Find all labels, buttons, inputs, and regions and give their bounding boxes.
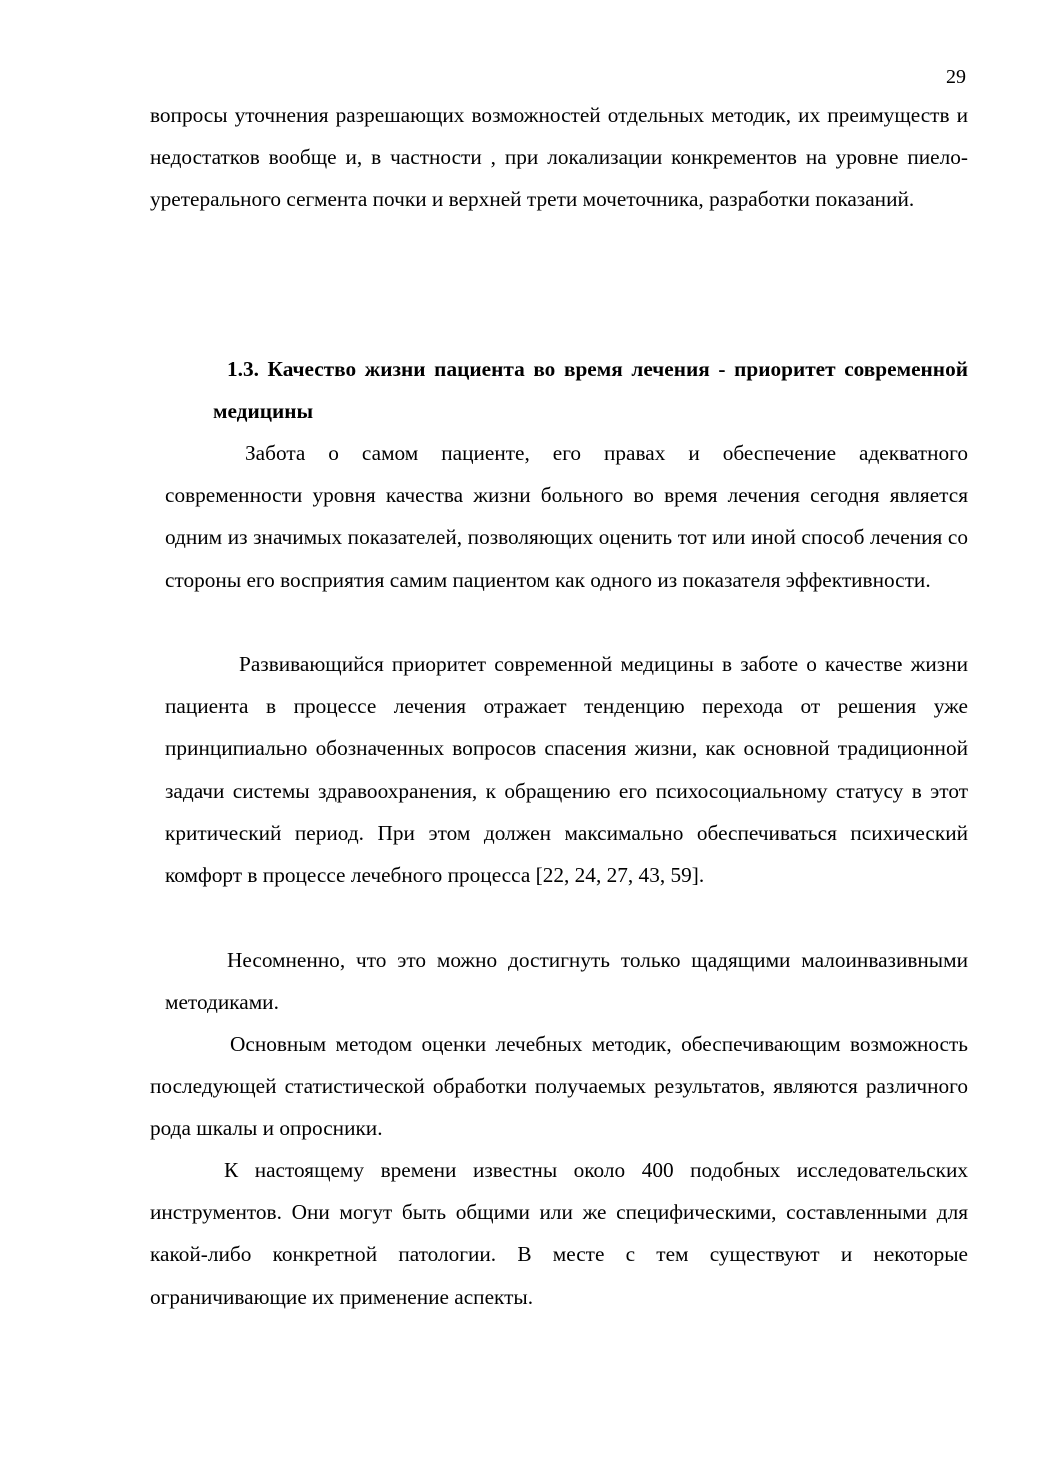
intro-paragraph: вопросы уточнения разрешающих возможностей отдельных методик, их преимуществ и недостатков вообще и, в частности , при локализации конкрементов на уровне пиело-уретерального сегмента почки и верхней трети мочеточника, разработки показаний. bbox=[150, 103, 968, 212]
paragraph-medicine-priority: Развивающийся приоритет современной медицины в заботе о качестве жизни пациента в процессе лечения отражает тенденцию перехода от решения уже принципиально обозначенных вопросов спасения жизни, как основной традиционной задачи системы здравоохранения, к обращению его психосоциальному статусу в этот критический период. При этом должен максимально обеспечиваться психический комфорт в процессе лечебного процесса [22, 24, 27, 43, 59]. bbox=[165, 652, 968, 888]
paragraph-assessment-method: Основным методом оценки лечебных методик, обеспечивающим возможность последующей статистической обработки получаемых результатов, являются различного рода шкалы и опросники. bbox=[150, 1032, 968, 1141]
paragraph-minimally-invasive: Несомненно, что это можно достигнуть только щадящими малоинвазивными методиками. bbox=[165, 948, 968, 1015]
paragraph-research-instruments: К настоящему времени известны около 400 подобных исследовательских инструментов. Они могут быть общими или же специфическими, составленными для какой-либо конкретной патологии. В месте с тем существуют и некоторые ограничивающие их применение аспекты. bbox=[150, 1158, 968, 1309]
page-number: 29 bbox=[946, 66, 966, 88]
section-heading: 1.3. Качество жизни пациента во время лечения - приоритет современной медицины bbox=[213, 357, 968, 424]
paragraph-patient-care: Забота о самом пациенте, его правах и обеспечение адекватного современности уровня качества жизни больного во время лечения сегодня является одним из значимых показателей, позволяющих оценить тот или иной способ лечения со стороны его восприятия самим пациентом как одного из показателя эффективности. bbox=[165, 441, 968, 592]
